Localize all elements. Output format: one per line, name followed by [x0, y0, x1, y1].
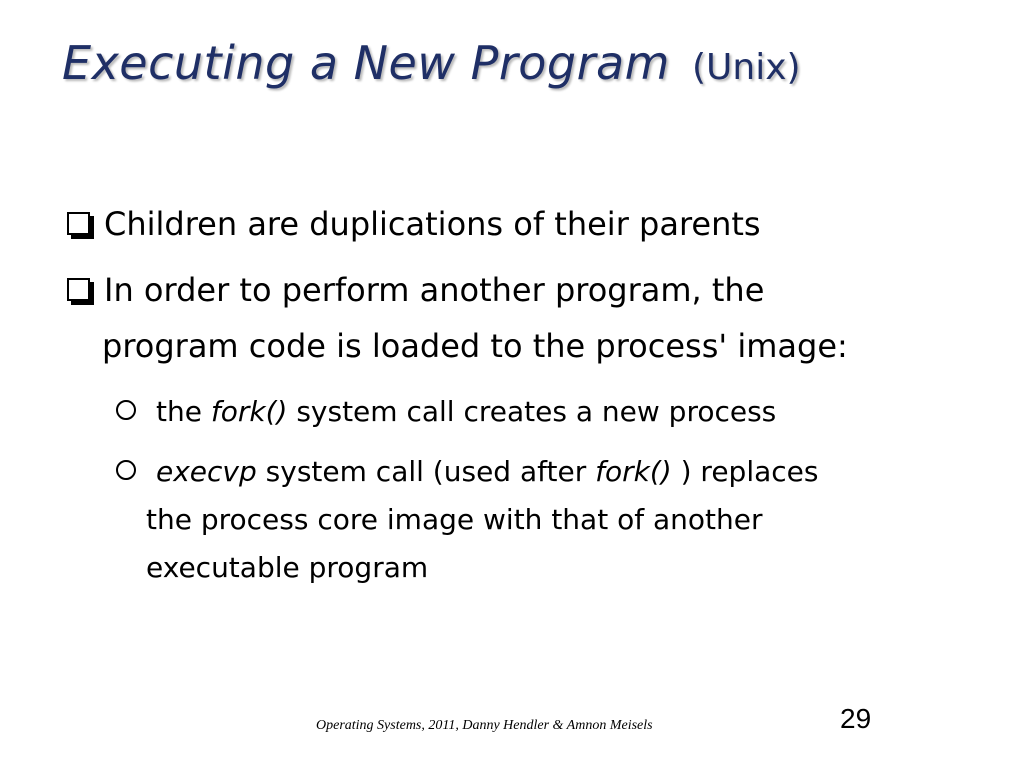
subbullet-1-post: system call creates a new process	[296, 395, 777, 428]
checkbox-bullet-icon	[67, 212, 92, 237]
subbullet-2-mid: system call (used after	[265, 455, 587, 488]
subbullet-1-pre: the	[156, 395, 202, 428]
subbullet-2-post: ) replaces	[680, 455, 819, 488]
page-number: 29	[840, 703, 872, 734]
subbullet-2-fork: fork()	[595, 455, 672, 488]
subbullet-1	[116, 388, 776, 436]
slide-title	[62, 36, 801, 90]
footer-citation: Operating Systems, 2011, Danny Hendler & Amnon Meisels	[316, 718, 653, 733]
title-subtitle: (Unix)	[692, 47, 801, 88]
title-main: Executing a New Program	[62, 36, 670, 90]
subbullet-2	[116, 448, 818, 496]
bullet-2	[67, 264, 987, 317]
bullet-2-line-2: program code is loaded to the process' image:	[102, 327, 848, 365]
bullet-2-line-1: In order to perform another program, the	[104, 271, 765, 309]
checkbox-bullet-icon	[67, 278, 92, 303]
bullet-1-text: Children are duplications of their parents	[104, 205, 761, 243]
subbullet-2-line-3: executable program	[146, 551, 429, 584]
circle-bullet-icon	[116, 400, 136, 420]
subbullet-1-fork: fork()	[210, 395, 288, 428]
subbullet-2-line-2: the process core image with that of another	[146, 503, 763, 536]
subbullet-2-execvp: execvp	[156, 455, 257, 488]
bullet-1	[67, 198, 987, 251]
circle-bullet-icon	[116, 460, 136, 480]
